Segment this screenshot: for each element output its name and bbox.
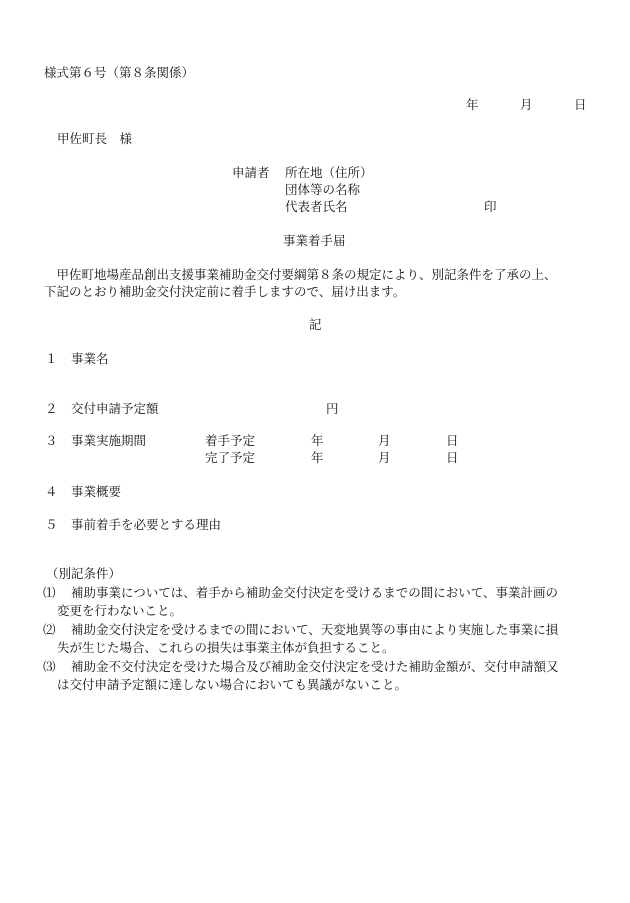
item-3-start-day: 日: [446, 433, 459, 448]
item-3-start-label: 着手予定: [205, 433, 256, 448]
item-3-end-year: 年: [311, 450, 324, 465]
item-4-number: ４: [45, 484, 58, 499]
item-3-label: 事業実施期間: [71, 433, 147, 448]
item-5-number: ５: [45, 517, 58, 532]
addressee: 甲佐町長 様: [57, 131, 133, 146]
item-2-number: ２: [45, 401, 58, 416]
item-3-end-day: 日: [446, 450, 459, 465]
item-3-end-month: 月: [378, 450, 391, 465]
condition-2-line-1: 補助金交付決定を受けるまでの間において、天変地異等の事由により実施した事業に損: [71, 622, 559, 637]
item-2-label: 交付申請予定額: [71, 401, 159, 416]
body-text-line-2: 下記のとおり補助金交付決定前に着手しますので、届け出ます。: [44, 284, 406, 299]
item-2-yen-unit: 円: [326, 401, 339, 416]
date-month-label: 月: [520, 97, 533, 112]
condition-1-line-2: 変更を行わないこと。: [57, 603, 183, 618]
seal-mark: 印: [484, 199, 497, 214]
item-5-label: 事前着手を必要とする理由: [71, 517, 222, 532]
applicant-label: 申請者: [232, 165, 270, 180]
item-3-start-year: 年: [311, 433, 324, 448]
item-3-end-label: 完了予定: [205, 450, 256, 465]
condition-3-line-1: 補助金不交付決定を受けた場合及び補助金交付決定を受けた補助金額が、交付申請額又: [71, 659, 559, 674]
condition-1-line-1: 補助事業については、着手から補助金交付決定を受けるまでの間において、事業計画の: [71, 585, 559, 600]
conditions-heading: （別記条件）: [46, 566, 122, 581]
applicant-rep-name-label: 代表者氏名: [285, 199, 348, 214]
item-3-number: ３: [45, 433, 58, 448]
item-1-number: １: [45, 351, 58, 366]
condition-3-line-2: は交付申請予定額に達しない場合においても異議がないこと。: [57, 677, 408, 692]
date-day-label: 日: [574, 97, 587, 112]
item-3-start-month: 月: [378, 433, 391, 448]
item-4-label: 事業概要: [71, 484, 122, 499]
applicant-address-label: 所在地（住所）: [285, 165, 373, 180]
form-number: 様式第６号（第８条関係）: [44, 65, 195, 80]
condition-3-number: ⑶: [43, 659, 56, 674]
body-text-line-1: 甲佐町地場産品創出支援事業補助金交付要綱第８条の規定により、別記条件を了承の上、: [44, 267, 557, 282]
condition-2-line-2: 失が生じた場合、これらの損失は事業主体が負担すること。: [57, 640, 395, 655]
document-title: 事業着手届: [283, 233, 346, 248]
date-year-label: 年: [466, 97, 479, 112]
applicant-org-name-label: 団体等の名称: [285, 182, 361, 197]
item-1-label: 事業名: [71, 351, 109, 366]
condition-2-number: ⑵: [43, 622, 56, 637]
condition-1-number: ⑴: [43, 585, 56, 600]
ki-heading: 記: [309, 317, 322, 332]
